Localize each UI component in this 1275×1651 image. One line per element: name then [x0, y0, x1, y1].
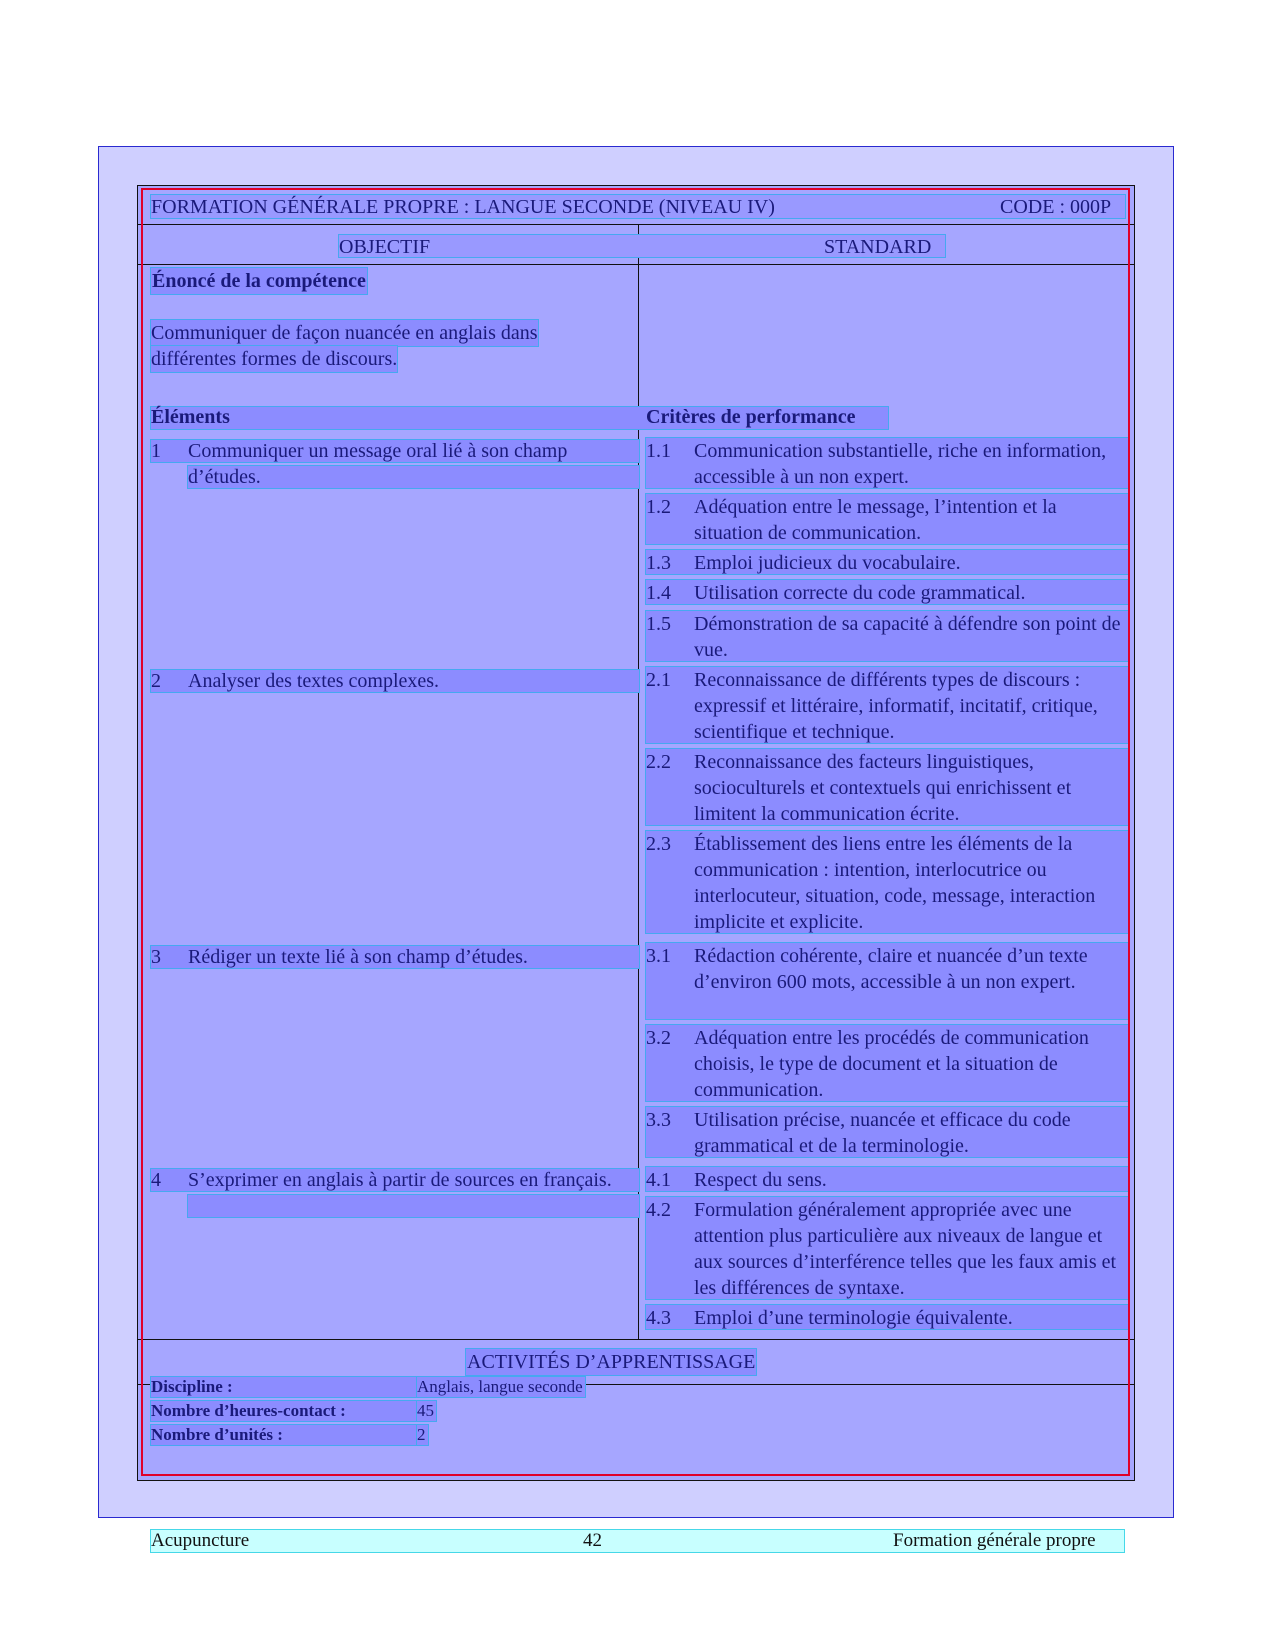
criterion-text: Établissement des liens entre les éléments de la communication : intention, interlocutrice ou interlocuteur, situation, code, message, interaction implicite et explicite.	[694, 833, 1096, 933]
criterion-text: Utilisation précise, nuancée et efficace du code grammatical et de la terminologie.	[694, 1109, 1071, 1157]
criterion-item	[646, 611, 1128, 661]
criterion-number: 2.2	[646, 751, 671, 773]
page-number: 42	[583, 1530, 602, 1551]
element-number: 4	[151, 1169, 161, 1191]
competence-heading: Énoncé de la compétence	[152, 270, 366, 292]
criterion-text: Communication substantielle, riche en information, accessible à un non expert.	[694, 440, 1107, 488]
element-text: Rédiger un texte lié à son champ d’études.	[188, 946, 528, 968]
activities-top-divider	[137, 1339, 1135, 1340]
criteria-heading: Critères de performance	[646, 406, 856, 428]
criterion-item	[646, 1305, 1128, 1329]
criterion-item	[646, 494, 1128, 544]
element-number: 2	[151, 670, 161, 692]
criterion-text: Respect du sens.	[694, 1169, 827, 1191]
element-text: Analyser des textes complexes.	[188, 670, 440, 692]
criterion-number: 3.2	[646, 1027, 671, 1049]
criterion-text: Reconnaissance de différents types de discours : expressif et littéraire, informatif, incitatif, critique, scientifique et technique.	[694, 669, 1098, 743]
criterion-number: 2.1	[646, 669, 671, 691]
hours-value: 45	[417, 1401, 434, 1420]
criterion-item	[646, 1025, 1128, 1101]
criterion-number: 2.3	[646, 833, 671, 855]
criterion-text: Démonstration de sa capacité à défendre son point de vue.	[694, 613, 1121, 661]
element-item	[151, 438, 639, 490]
criterion-number: 1.2	[646, 496, 671, 518]
standard-column-header: STANDARD	[824, 236, 932, 258]
criterion-text: Emploi d’une terminologie équivalente.	[694, 1307, 1013, 1329]
criterion-item	[646, 1167, 1128, 1191]
footer-right: Formation générale propre	[893, 1530, 1096, 1551]
criterion-item	[646, 438, 1128, 488]
discipline-value: Anglais, langue seconde	[417, 1377, 583, 1396]
criterion-number: 3.1	[646, 945, 671, 967]
competence-text-line1: Communiquer de façon nuancée en anglais dans	[151, 322, 538, 344]
program-title: FORMATION GÉNÉRALE PROPRE : LANGUE SECONDE (NIVEAU IV)	[151, 196, 775, 218]
element-item	[151, 944, 639, 970]
element-text: S’exprimer en anglais à partir de sources en français.	[188, 1169, 612, 1191]
element-number: 3	[151, 946, 161, 968]
criterion-item	[646, 943, 1128, 1019]
criterion-text: Emploi judicieux du vocabulaire.	[694, 552, 961, 574]
criterion-text: Reconnaissance des facteurs linguistiques, socioculturels et contextuels qui enrichissent et limitent la communication écrite.	[694, 751, 1072, 825]
criterion-number: 1.5	[646, 613, 671, 635]
hours-label: Nombre d’heures-contact :	[151, 1401, 417, 1421]
element-item	[151, 668, 639, 694]
program-code: CODE : 000P	[1000, 196, 1112, 218]
criterion-number: 1.1	[646, 440, 671, 462]
criterion-number: 4.1	[646, 1169, 671, 1191]
criterion-item	[646, 1107, 1128, 1157]
activities-heading: ACTIVITÉS D’APPRENTISSAGE	[467, 1351, 756, 1373]
competence-text-line2: différentes formes de discours.	[151, 348, 398, 370]
criterion-number: 4.2	[646, 1199, 671, 1221]
element-text: Communiquer un message oral lié à son champ d’études.	[188, 440, 568, 488]
columns-divider	[137, 264, 1135, 265]
criterion-item	[646, 831, 1128, 933]
element-number: 1	[151, 440, 161, 462]
criterion-item	[646, 749, 1128, 825]
criterion-item	[646, 580, 1128, 604]
criterion-text: Adéquation entre les procédés de communication choisis, le type de document et la situation de communication.	[694, 1027, 1089, 1101]
criterion-number: 4.3	[646, 1307, 671, 1329]
criterion-item	[646, 550, 1128, 574]
criterion-number: 3.3	[646, 1109, 671, 1131]
criterion-item	[646, 1197, 1128, 1299]
units-value: 2	[417, 1425, 426, 1444]
criterion-number: 1.3	[646, 552, 671, 574]
criterion-text: Utilisation correcte du code grammatical.	[694, 582, 1026, 604]
criterion-text: Formulation généralement appropriée avec une attention plus particulière aux niveaux de langue et aux sources d’interférence telles que les faux amis et les différences de syntaxe.	[694, 1199, 1117, 1299]
objective-column-header: OBJECTIF	[339, 236, 431, 258]
criterion-text: Rédaction cohérente, claire et nuancée d’un texte d’environ 600 mots, accessible à un non expert.	[694, 945, 1088, 993]
criterion-number: 1.4	[646, 582, 671, 604]
discipline-label: Discipline :	[151, 1377, 417, 1397]
elements-heading: Éléments	[151, 406, 230, 428]
criterion-item	[646, 667, 1128, 743]
header-divider	[137, 224, 1135, 225]
footer-left: Acupuncture	[151, 1530, 250, 1551]
units-label: Nombre d’unités :	[151, 1425, 417, 1445]
criterion-text: Adéquation entre le message, l’intention et la situation de communication.	[694, 496, 1057, 544]
element-item	[151, 1167, 639, 1219]
